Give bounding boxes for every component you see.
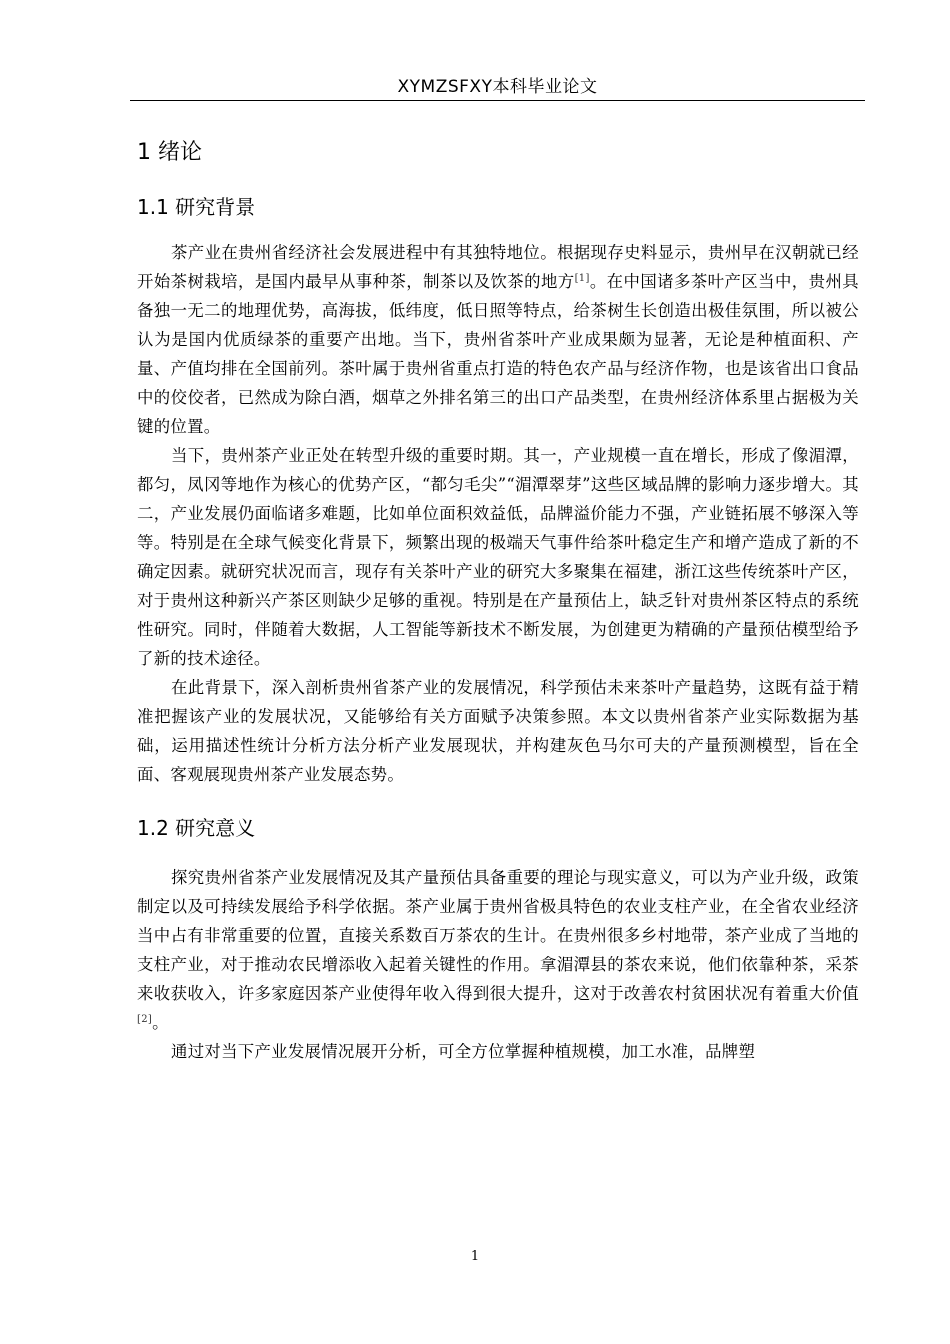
citation-marker: [1]: [574, 273, 590, 284]
paragraph-text: 探究贵州省茶产业发展情况及其产量预估具备重要的理论与现实意义，可以为产业升级，政策制定以及可持续发展给予科学依据。茶产业属于贵州省极具特色的农业支柱产业，在全省农业经济当中占有非常重要的位置，直接关系数百万茶农的生计。在贵州很多乡村地带，茶产业成了当地的支柱产业，对于推动农民增添收入起着关键性的作用。拿湄潭县的茶农来说，他们依靠种茶，采茶来收获收入，许多家庭因茶产业使得年收入得到很大提升，这对于改善农村贫困状况有着重大价值: [137, 868, 859, 1003]
page-content: [137, 136, 859, 1066]
paragraph: [137, 863, 859, 1037]
paragraph-text: 。: [152, 1013, 169, 1032]
section-title-research-background: 1.1 研究背景: [137, 195, 256, 219]
paragraph-text: 茶产业在贵州省经济社会发展进程中有其独特地位。根据现存史料显示，贵州早在汉朝就已经开始茶树栽培，是国内最早从事种茶，制茶以及饮茶的地方: [137, 243, 859, 291]
chapter-title: 1 绪论: [137, 140, 202, 165]
citation-marker: [2]: [137, 1014, 153, 1025]
paragraph: [137, 1037, 859, 1066]
paragraph-text: 通过对当下产业发展情况展开分析，可全方位掌握种植规模，加工水准，品牌塑: [171, 1042, 756, 1061]
header-rule: [130, 100, 865, 101]
paragraph: [137, 441, 859, 673]
page-header: XYMZSFXY本科毕业论文: [397, 77, 598, 97]
paragraph-text: 。在中国诸多茶叶产区当中，贵州具备独一无二的地理优势，高海拔，低纬度，低日照等特点，给茶树生长创造出极佳氛围，所以被公认为是国内优质绿茶的重要产出地。当下，贵州省茶叶产业成果颇为显著，无论是种植面积、产量、产值均排在全国前列。茶叶属于贵州省重点打造的特色农产品与经济作物，也是该省出口食品中的佼佼者，已然成为除白酒，烟草之外排名第三的出口产品类型，在贵州经济体系里占据极为关键的位置。: [137, 272, 859, 436]
page-number: 1: [470, 1249, 480, 1264]
paragraph-text: 当下，贵州茶产业正处在转型升级的重要时期。其一，产业规模一直在增长，形成了像湄潭，都匀，凤冈等地作为核心的优势产区，“都匀毛尖”“湄潭翠芽”这些区域品牌的影响力逐步增大。其二，产业发展仍面临诸多难题，比如单位面积效益低，品牌溢价能力不强，产业链拓展不够深入等等。特别是在全球气候变化背景下，频繁出现的极端天气事件给茶叶稳定生产和增产造成了新的不确定因素。就研究状况而言，现存有关茶叶产业的研究大多聚集在福建，浙江这些传统茶叶产区，对于贵州这种新兴产茶区则缺少足够的重视。特别是在产量预估上，缺乏针对贵州茶区特点的系统性研究。同时，伴随着大数据，人工智能等新技术不断发展，为创建更为精确的产量预估模型给予了新的技术途径。: [137, 446, 859, 668]
paragraph-text: 在此背景下，深入剖析贵州省茶产业的发展情况，科学预估未来茶叶产量趋势，这既有益于精准把握该产业的发展状况，又能够给有关方面赋予决策参照。本文以贵州省茶产业实际数据为基础，运用描述性统计分析方法分析产业发展现状，并构建灰色马尔可夫的产量预测模型，旨在全面、客观展现贵州茶产业发展态势。: [137, 678, 859, 784]
paragraph: [137, 238, 859, 441]
section-title-research-significance: 1.2 研究意义: [137, 816, 256, 840]
paragraph: [137, 673, 859, 789]
